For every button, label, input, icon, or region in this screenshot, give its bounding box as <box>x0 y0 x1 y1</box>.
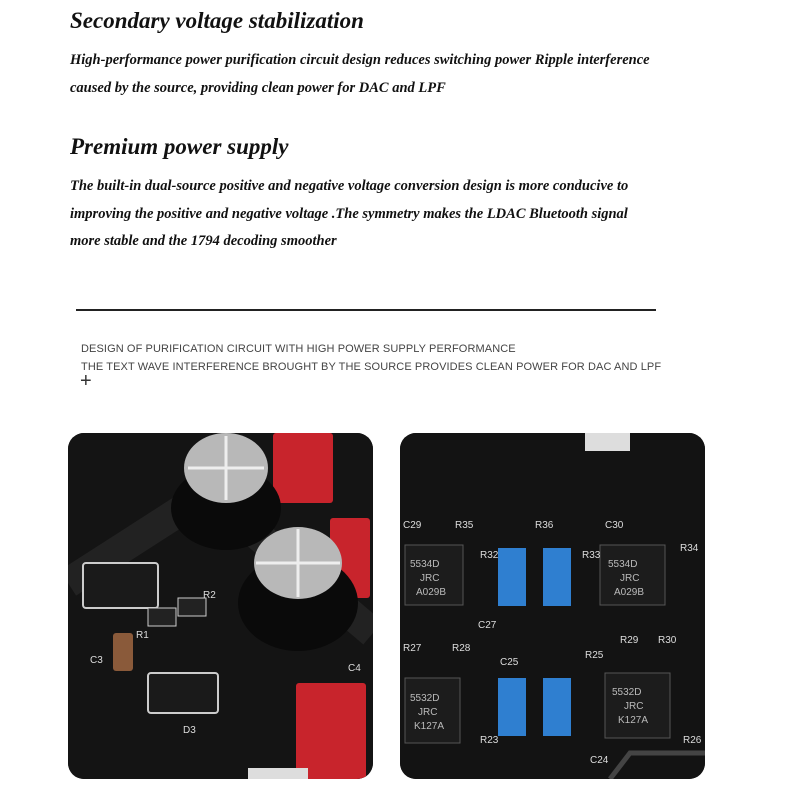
svg-text:5532D: 5532D <box>612 687 642 698</box>
pcb-label: R33 <box>582 550 601 561</box>
section1-line: High-performance power purification circuit design reduces switching power Ripple interference <box>70 52 650 68</box>
pcb-label: R26 <box>683 735 702 746</box>
svg-text:5532D: 5532D <box>410 693 440 704</box>
pcb-label: C30 <box>605 520 624 531</box>
svg-text:JRC: JRC <box>624 701 644 712</box>
pcb-photo-opamps <box>400 433 705 779</box>
svg-text:A029B: A029B <box>416 587 447 598</box>
opamp-chip <box>405 678 460 743</box>
caption-line-2: THE TEXT WAVE INTERFERENCE BROUGHT BY THE SOURCE PROVIDES CLEAN POWER FOR DAC AND LPF <box>81 361 662 373</box>
svg-text:K127A: K127A <box>618 715 649 726</box>
pcb-label: R30 <box>658 635 677 646</box>
pcb-label: R25 <box>585 650 604 661</box>
pcb-label: R27 <box>403 643 422 654</box>
pcb-label: C25 <box>500 657 519 668</box>
plus-icon: + <box>80 370 92 392</box>
svg-text:A029B: A029B <box>614 587 645 598</box>
pcb-label: R36 <box>535 520 554 531</box>
pcb-label: R32 <box>480 550 499 561</box>
pcb-label: C29 <box>403 520 422 531</box>
pcb-label: C24 <box>590 755 609 766</box>
svg-text:5534D: 5534D <box>608 559 638 570</box>
svg-text:K127A: K127A <box>414 721 445 732</box>
section2-title: Premium power supply <box>70 134 289 159</box>
pcb-label: R28 <box>452 643 471 654</box>
pcb-label: C4 <box>348 663 361 674</box>
svg-text:JRC: JRC <box>620 573 640 584</box>
pcb-label: D3 <box>183 725 196 736</box>
opamp-chip <box>600 545 665 605</box>
pcb-label: C3 <box>90 655 103 666</box>
svg-text:JRC: JRC <box>418 707 438 718</box>
divider <box>76 309 656 311</box>
section2-line: more stable and the 1794 decoding smoother <box>70 233 337 249</box>
svg-text:JRC: JRC <box>420 573 440 584</box>
section1-line: caused by the source, providing clean power for DAC and LPF <box>70 79 446 96</box>
section2-body <box>70 173 730 256</box>
svg-text:5534D: 5534D <box>410 559 440 570</box>
section1-title: Secondary voltage stabilization <box>70 8 364 33</box>
pcb-label: R29 <box>620 635 639 646</box>
pcb-label: C27 <box>478 620 497 631</box>
pcb-label: R35 <box>455 520 474 531</box>
pcb-label: R34 <box>680 543 699 554</box>
section2-line: improving the positive and negative voltage .The symmetry makes the LDAC Bluetooth signal <box>70 205 628 222</box>
pcb-label: R23 <box>480 735 499 746</box>
section2-line: The built-in dual-source positive and negative voltage conversion design is more conducive to <box>70 178 629 194</box>
section1-body <box>70 47 730 102</box>
pcb-label: R1 <box>136 630 149 641</box>
caption-line-1: DESIGN OF PURIFICATION CIRCUIT WITH HIGH POWER SUPPLY PERFORMANCE <box>81 343 516 355</box>
pcb-photo-power <box>68 433 373 779</box>
opamp-chip <box>405 545 463 605</box>
pcb-label: R2 <box>203 590 216 601</box>
opamp-chip <box>605 673 670 738</box>
